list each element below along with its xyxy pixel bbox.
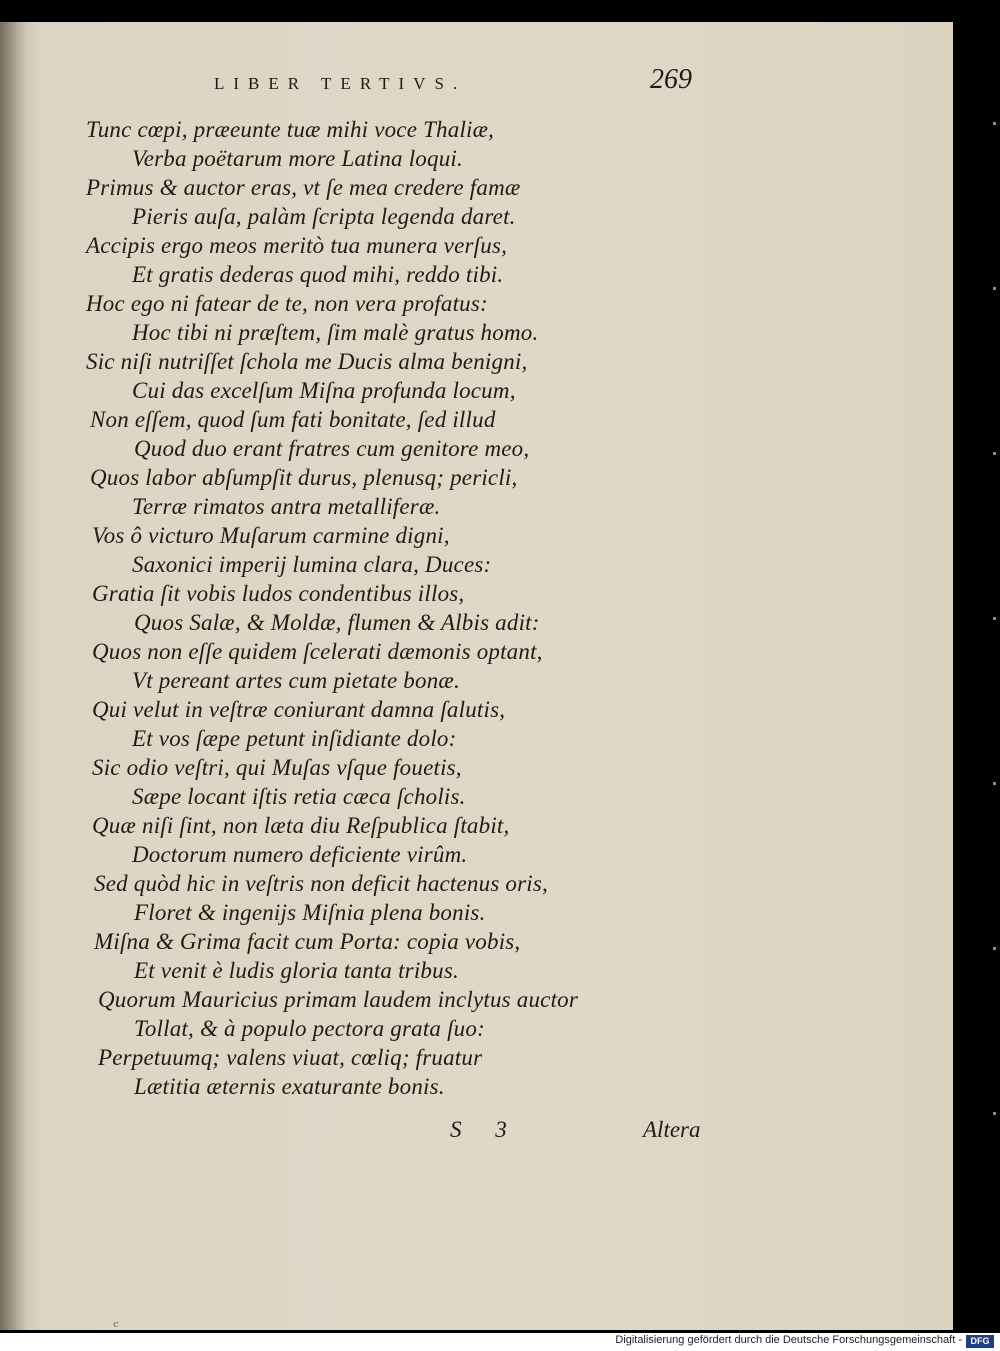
verse-line: Et venit è ludis gloria tanta tribus. <box>134 958 459 983</box>
verse-line: Accipis ergo meos meritò tua munera verſus, <box>86 233 508 258</box>
verse-line: Quos non eſſe quidem ſcelerati dæmonis optant, <box>92 639 543 664</box>
verse-line: Saxonici imperij lumina clara, Duces: <box>132 552 492 577</box>
dfg-logo: DFG <box>966 1335 994 1348</box>
verse-line: Hoc tibi ni præſtem, ſim malè gratus homo. <box>132 320 539 345</box>
verse-line: Tunc cœpi, præeunte tuæ mihi voce Thaliæ, <box>86 117 495 142</box>
verse-line: Quæ niſi ſint, non læta diu Reſpublica ſtabit, <box>92 813 510 838</box>
footer-bar <box>0 1333 1000 1351</box>
verse-line: Lætitia æternis exaturante bonis. <box>134 1074 445 1099</box>
verse-line: Sæpe locant iſtis retia cæca ſcholis. <box>132 784 466 809</box>
verse-line: Quos labor abſumpſit durus, plenusq; pericli, <box>90 465 518 490</box>
verse-line: Sic niſi nutriſſet ſchola me Ducis alma benigni, <box>86 349 528 374</box>
scan-edge-marks <box>953 0 1000 1351</box>
verse-line: Primus & auctor eras, vt ſe mea credere famæ <box>86 175 521 200</box>
verse-line: Quod duo erant fratres cum genitore meo, <box>134 436 530 461</box>
verse-line: Pieris auſa, palàm ſcripta legenda daret. <box>132 204 516 229</box>
verse-line: Sic odio veſtri, qui Muſas vſque fouetis, <box>92 755 462 780</box>
signature-mark: S 3 <box>450 1117 521 1142</box>
margin-mark: ᶜ <box>113 1317 119 1330</box>
verse-line: Tollat, & à populo pectora grata ſuo: <box>134 1016 485 1041</box>
funding-notice: Digitalisierung gefördert durch die Deutsche Forschungsgemeinschaft - <box>615 1334 962 1346</box>
verse-line: Quorum Mauricius primam laudem inclytus auctor <box>98 987 579 1012</box>
verse-line: Perpetuumq; valens viuat, cœliq; fruatur <box>98 1045 483 1070</box>
verse-line: Floret & ingenijs Miſnia plena bonis. <box>134 900 486 925</box>
verse-line: Sed quòd hic in veſtris non deficit hactenus oris, <box>94 871 548 896</box>
running-head: LIBER TERTIVS. <box>214 74 467 93</box>
verse-line: Vt pereant artes cum pietate bonæ. <box>132 668 460 693</box>
page-number: 269 <box>650 64 692 95</box>
verse-line: Quos Salæ, & Moldæ, flumen & Albis adit: <box>134 610 540 635</box>
verse-line: Cui das excelſum Miſna profunda locum, <box>132 378 516 403</box>
verse-line: Hoc ego ni fatear de te, non vera profatus: <box>86 291 488 316</box>
verse-line: Doctorum numero deficiente virûm. <box>132 842 468 867</box>
verse-line: Gratia ſit vobis ludos condentibus illos, <box>92 581 465 606</box>
catchword: Altera <box>643 1117 701 1142</box>
verse-line: Verba poëtarum more Latina loqui. <box>132 146 463 171</box>
book-page <box>0 22 953 1330</box>
verse-line: Terræ rimatos antra metalliferæ. <box>132 494 441 519</box>
verse-line: Vos ô victuro Muſarum carmine digni, <box>92 523 450 548</box>
verse-line: Miſna & Grima facit cum Porta: copia vobis, <box>94 929 521 954</box>
verse-line: Et gratis dederas quod mihi, reddo tibi. <box>132 262 504 287</box>
verse-line: Qui velut in veſtræ coniurant damna ſalutis, <box>92 697 506 722</box>
verse-line: Non eſſem, quod ſum fati bonitate, ſed illud <box>90 407 496 432</box>
verse-line: Et vos ſæpe petunt inſidiante dolo: <box>132 726 457 751</box>
